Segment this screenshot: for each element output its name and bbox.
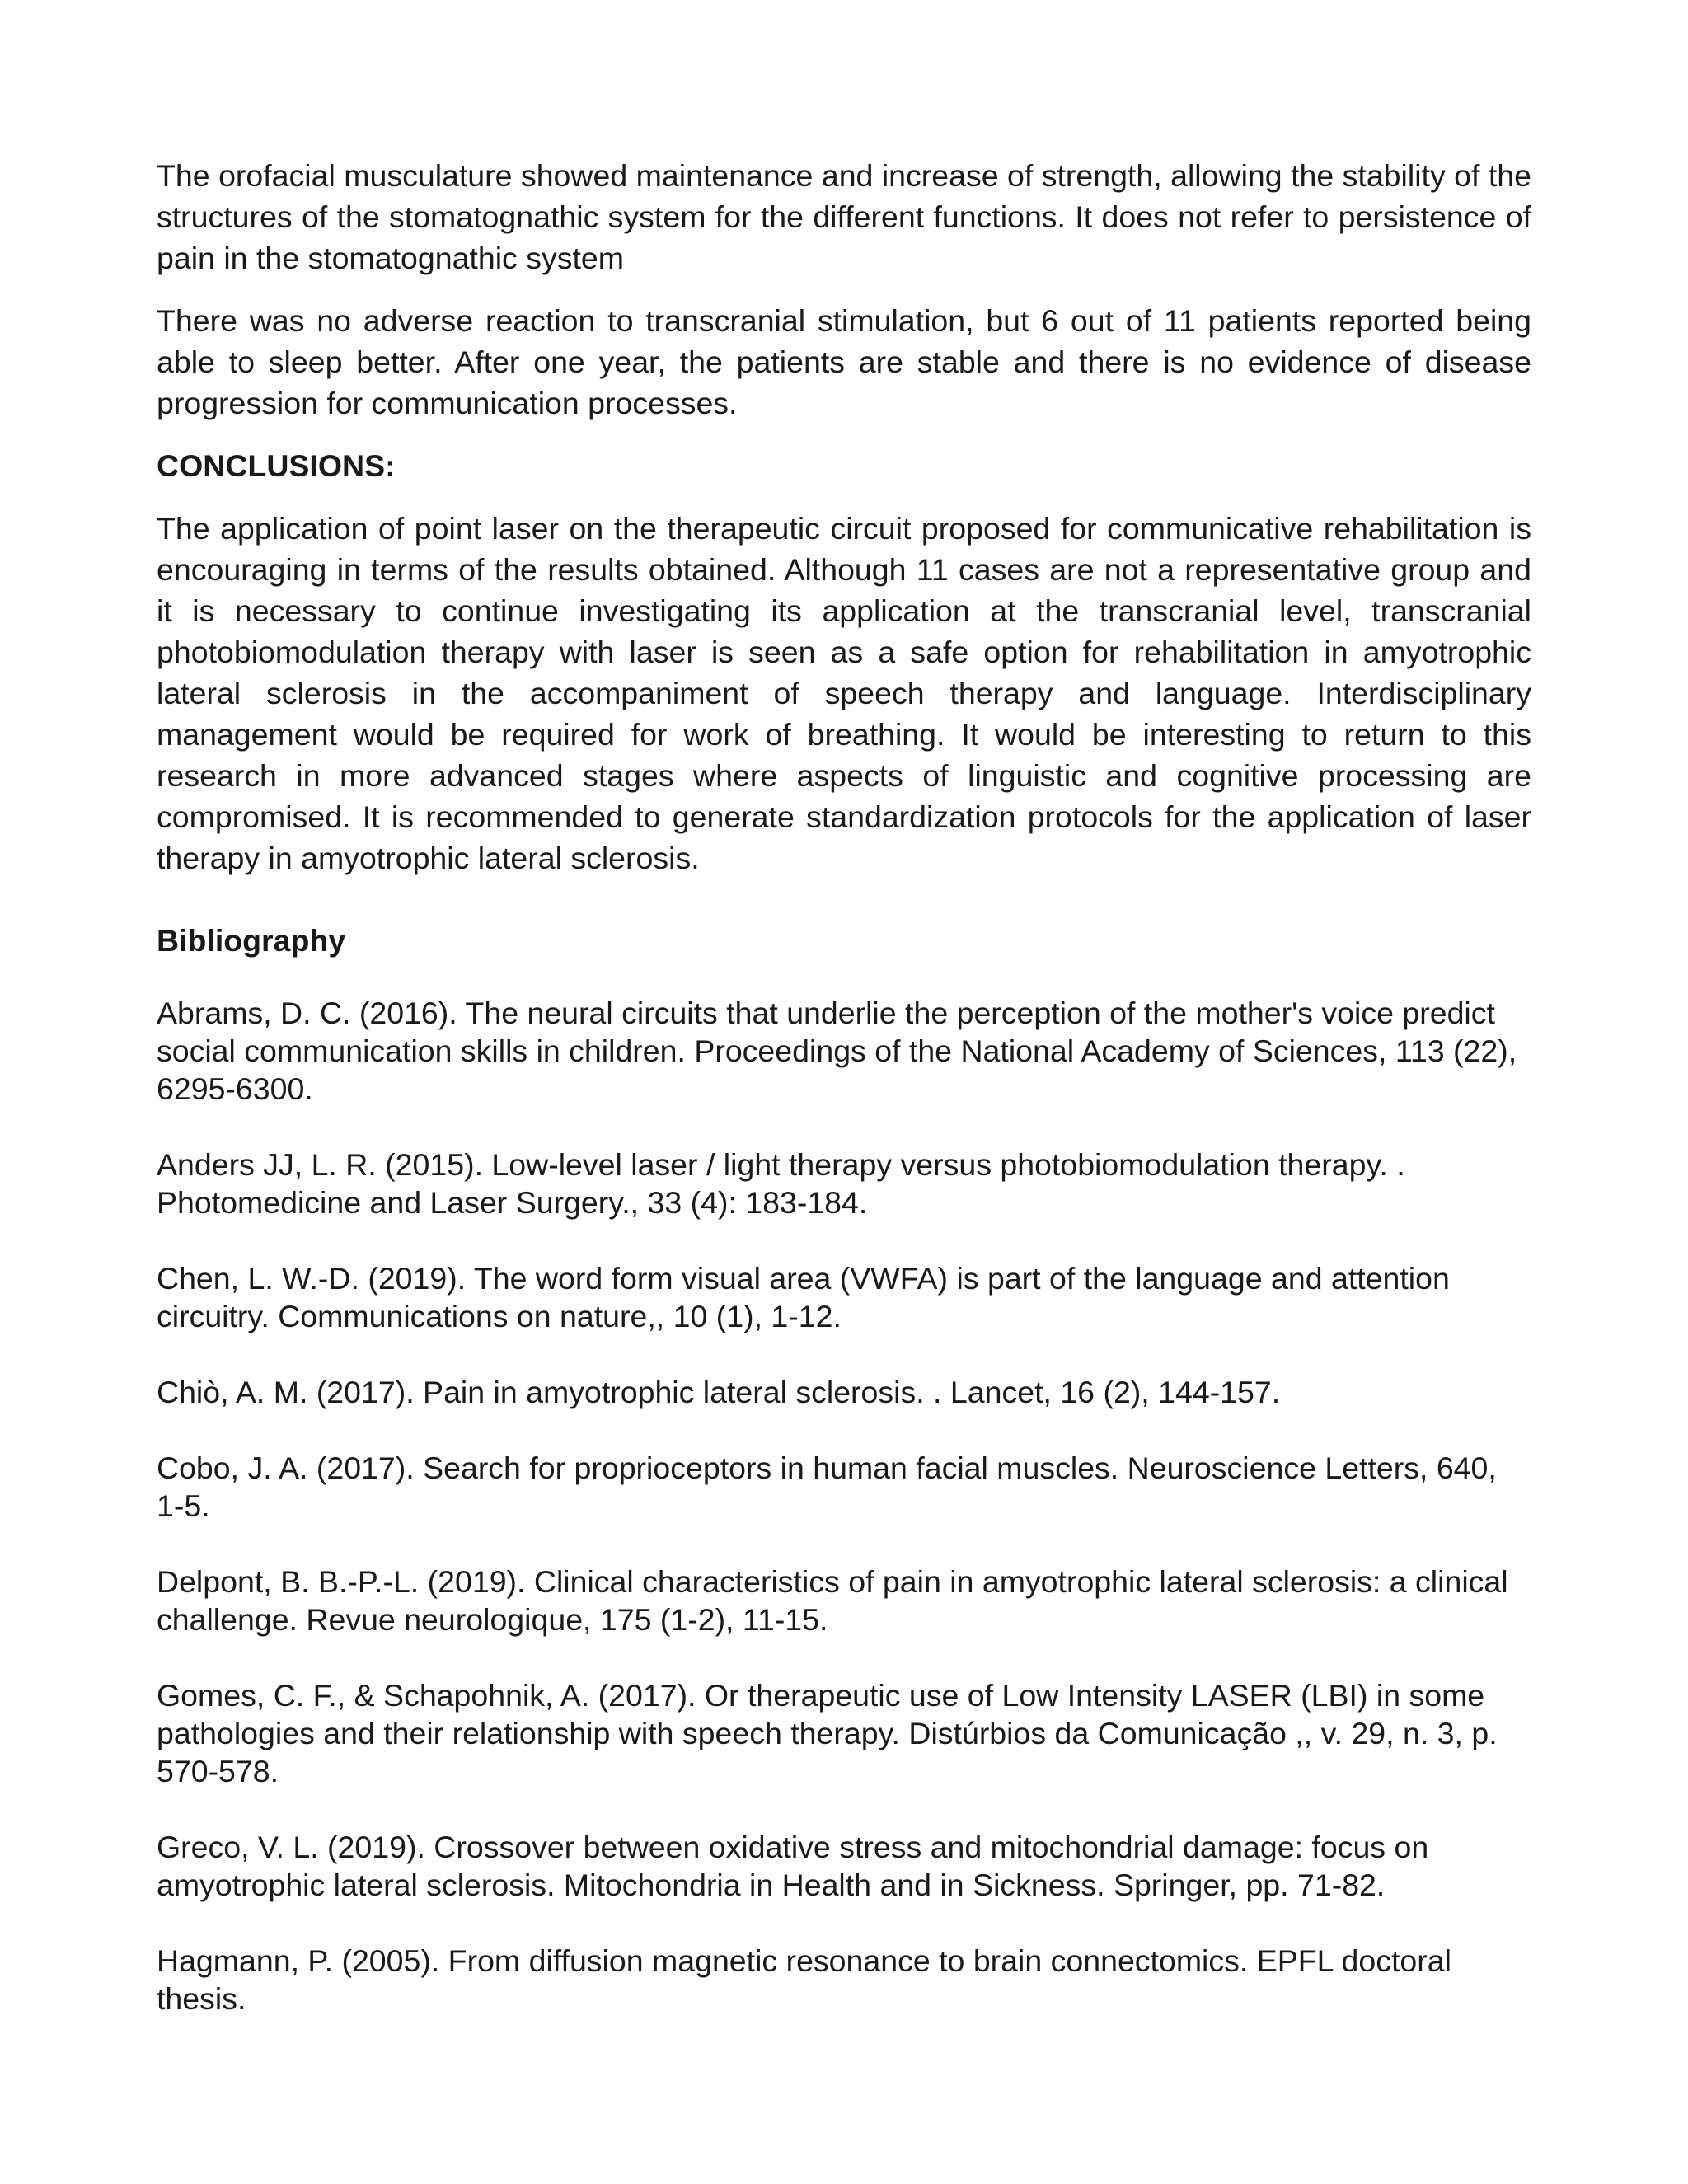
reference-cobo-2017: Cobo, J. A. (2017). Search for proprioceptors in human facial muscles. Neuroscience Letters, 640, 1-5.	[157, 1451, 1497, 1523]
results-paragraph-musculature: The orofacial musculature showed maintenance and increase of strength, allowing the stability of the structures of the stomatognathic system for the different functions. It does not refer to persistence of pain in the stomatognathic system	[157, 158, 1531, 275]
conclusions-paragraph: The application of point laser on the therapeutic circuit proposed for communicative rehabilitation is encouraging in terms of the results obtained. Although 11 cases are not a representative group and it is necessary to continue investigating its application at the transcranial level, transcranial photobiomodulation therapy with laser is seen as a safe option for rehabilitation in amyotrophic lateral sclerosis in the accompaniment of speech therapy and language. Interdisciplinary management would be required for work of breathing. It would be interesting to return to this research in more advanced stages where aspects of linguistic and cognitive processing are compromised. It is recommended to generate standardization protocols for the application of laser therapy in amyotrophic lateral sclerosis.	[157, 511, 1531, 875]
reference-chio-2017: Chiò, A. M. (2017). Pain in amyotrophic lateral sclerosis. . Lancet, 16 (2), 144-157.	[157, 1375, 1281, 1409]
conclusions-heading: CONCLUSIONS:	[157, 448, 396, 483]
reference-chen-2019: Chen, L. W.-D. (2019). The word form visual area (VWFA) is part of the language and attention circuitry. Communications on nature,, 10 (1), 1-12.	[157, 1261, 1450, 1333]
reference-hagmann-2005: Hagmann, P. (2005). From diffusion magnetic resonance to brain connectomics. EPFL doctoral thesis.	[157, 1943, 1451, 2016]
reference-greco-2019: Greco, V. L. (2019). Crossover between oxidative stress and mitochondrial damage: focus on amyotrophic lateral sclerosis. Mitochondria in Health and in Sickness. Springer, pp. 71-82.	[157, 1830, 1429, 1902]
reference-gomes-2017: Gomes, C. F., & Schapohnik, A. (2017). Or therapeutic use of Low Intensity LASER (LBI) in some pathologies and their relationship with speech therapy. Distúrbios da Comunicação ,, v. 29, n. 3, p. 570-578.	[157, 1678, 1498, 1788]
reference-abrams-2016: Abrams, D. C. (2016). The neural circuits that underlie the perception of the mother's voice predict social communication skills in children. Proceedings of the National Academy of Sciences, 113 (22), 6295-6300.	[157, 996, 1517, 1106]
reference-list	[157, 994, 1531, 2018]
document-page	[157, 155, 1531, 2055]
reference-delpont-2019: Delpont, B. B.-P.-L. (2019). Clinical characteristics of pain in amyotrophic lateral sclerosis: a clinical challenge. Revue neurologique, 175 (1-2), 11-15.	[157, 1564, 1508, 1637]
bibliography-heading: Bibliography	[157, 923, 346, 958]
results-paragraph-adverse-reaction: There was no adverse reaction to transcranial stimulation, but 6 out of 11 patients reported being able to sleep better. After one year, the patients are stable and there is no evidence of disease progression for communication processes.	[157, 303, 1531, 420]
reference-anders-2015: Anders JJ, L. R. (2015). Low-level laser / light therapy versus photobiomodulation therapy. . Photomedicine and Laser Surgery., 33 (4): 183-184.	[157, 1147, 1405, 1220]
